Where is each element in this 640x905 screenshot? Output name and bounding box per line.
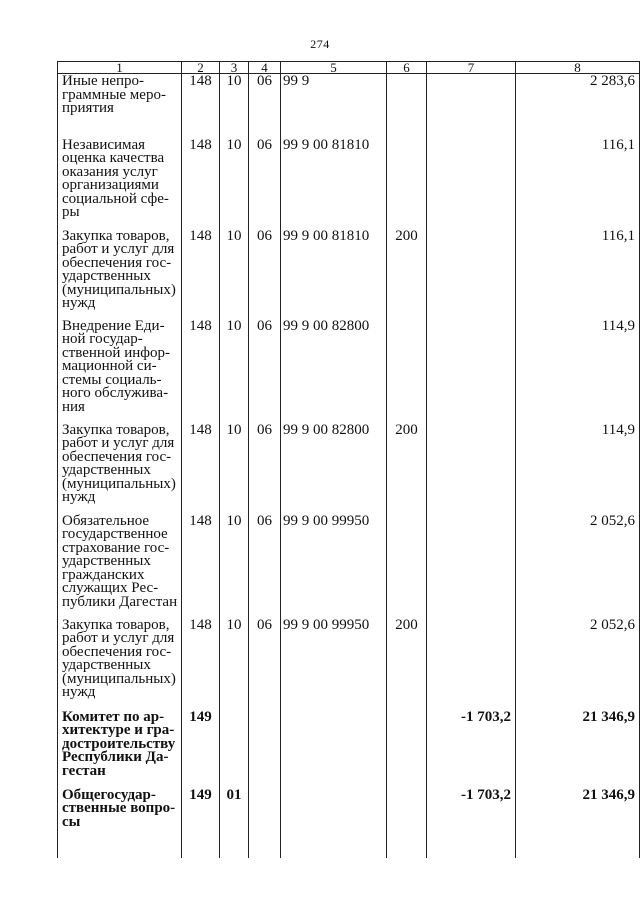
row-col-4: 06 [249,138,281,229]
col-header-4: 4 [249,62,281,74]
row-name: Независимая оценка качества оказания услуг организациями социальной сфе- ры [58,138,182,229]
row-col-8: 2 052,6 [516,514,640,618]
row-col-8: 2 283,6 [516,74,640,138]
row-col-5 [281,710,387,788]
row-col-6 [387,710,427,788]
row-col-5: 99 9 00 81810 [281,138,387,229]
row-col-3: 10 [220,74,249,138]
table-row [58,618,640,710]
row-col-7 [427,138,516,229]
row-col-4: 06 [249,618,281,710]
col-header-2: 2 [182,62,220,74]
row-col-7 [427,514,516,618]
row-col-7 [427,423,516,514]
table-row [58,710,640,788]
row-col-5 [281,788,387,858]
row-name: Комитет по ар- хитектуре и гра- достроительству Республики Да- гестан [58,710,182,788]
table-row [58,514,640,618]
row-col-7 [427,74,516,138]
row-col-4: 06 [249,229,281,319]
col-header-5: 5 [281,62,387,74]
row-col-5: 99 9 00 99950 [281,514,387,618]
row-col-6 [387,138,427,229]
row-name: Закупка товаров, работ и услуг для обеспечения гос- ударственных (муниципальных) нужд [58,618,182,710]
row-col-4 [249,788,281,858]
row-col-6: 200 [387,229,427,319]
row-name: Закупка товаров, работ и услуг для обеспечения гос- ударственных (муниципальных) нужд [58,423,182,514]
budget-table [57,61,640,858]
row-col-7 [427,618,516,710]
row-col-8: 21 346,9 [516,788,640,858]
row-col-8: 114,9 [516,423,640,514]
row-col-8: 21 346,9 [516,710,640,788]
row-col-3: 10 [220,229,249,319]
row-col-2: 149 [182,788,220,858]
row-col-3: 10 [220,514,249,618]
col-header-8: 8 [516,62,640,74]
row-name: Закупка товаров, работ и услуг для обеспечения гос- ударственных (муниципальных) нужд [58,229,182,319]
table-row [58,319,640,423]
row-col-3: 10 [220,138,249,229]
row-name: Внедрение Еди- ной государ- ственной инфор- мационной си- стемы социаль- ного обслужива- ния [58,319,182,423]
row-name: Иные непро- граммные меро- приятия [58,74,182,138]
row-name: Общегосудар- ственные вопро- сы [58,788,182,858]
row-col-5: 99 9 [281,74,387,138]
row-col-6: 200 [387,423,427,514]
row-col-6 [387,514,427,618]
col-header-3: 3 [220,62,249,74]
row-col-4 [249,710,281,788]
row-col-6: 200 [387,618,427,710]
row-col-2: 148 [182,138,220,229]
row-col-2: 149 [182,710,220,788]
row-col-3: 10 [220,319,249,423]
row-col-3 [220,710,249,788]
row-col-2: 148 [182,423,220,514]
row-col-8: 2 052,6 [516,618,640,710]
row-col-6 [387,74,427,138]
row-col-7: -1 703,2 [427,788,516,858]
row-col-6 [387,788,427,858]
col-header-7: 7 [427,62,516,74]
row-col-2: 148 [182,514,220,618]
col-header-6: 6 [387,62,427,74]
col-header-1: 1 [58,62,182,74]
row-col-2: 148 [182,229,220,319]
row-col-5: 99 9 00 82800 [281,319,387,423]
row-col-4: 06 [249,423,281,514]
table-row [58,229,640,319]
row-col-5: 99 9 00 82800 [281,423,387,514]
row-col-5: 99 9 00 99950 [281,618,387,710]
row-col-4: 06 [249,514,281,618]
table-row [58,138,640,229]
row-col-3: 01 [220,788,249,858]
row-col-8: 116,1 [516,229,640,319]
row-col-8: 116,1 [516,138,640,229]
row-col-7: -1 703,2 [427,710,516,788]
row-col-4: 06 [249,74,281,138]
table-row [58,788,640,858]
row-col-3: 10 [220,423,249,514]
row-col-7 [427,319,516,423]
row-name: Обязательное государственное страхование гос- ударственных гражданских служащих Рес- публики Дагестан [58,514,182,618]
table-body [58,74,640,858]
row-col-2: 148 [182,618,220,710]
row-col-4: 06 [249,319,281,423]
row-col-6 [387,319,427,423]
row-col-8: 114,9 [516,319,640,423]
table-row [58,74,640,138]
row-col-3: 10 [220,618,249,710]
row-col-2: 148 [182,74,220,138]
table-header-row [58,62,640,74]
row-col-2: 148 [182,319,220,423]
row-col-5: 99 9 00 81810 [281,229,387,319]
table-row [58,423,640,514]
row-col-7 [427,229,516,319]
page-number: 274 [310,37,330,51]
